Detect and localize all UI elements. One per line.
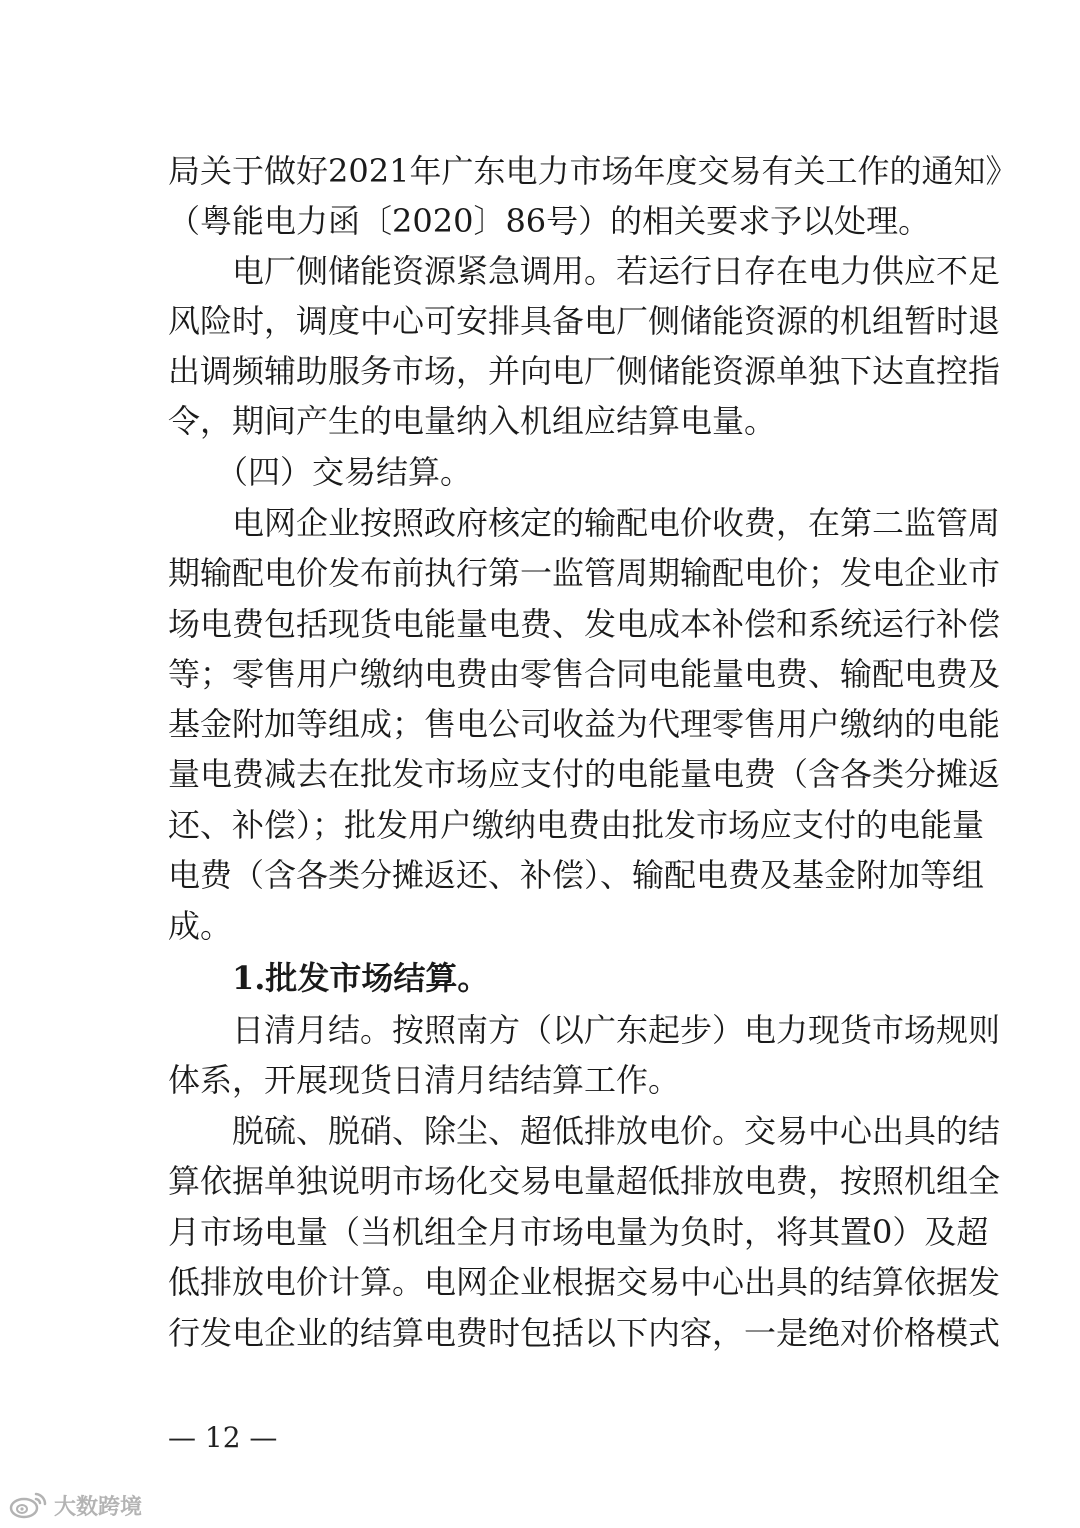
body-line: 场电费包括现货电能量电费、发电成本补偿和系统运行补偿 (168, 605, 1001, 643)
body-line: 局关于做好2021年广东电力市场年度交易有关工作的通知》 (168, 152, 1018, 190)
body-line: （粤能电力函〔2020〕86号）的相关要求予以处理。 (168, 202, 931, 240)
body-line: 期输配电价发布前执行第一监管周期输配电价；发电企业市 (168, 554, 1001, 592)
section-heading: （四）交易结算。 (168, 453, 473, 491)
body-line: 月市场电量（当机组全月市场电量为负时，将其置0）及超 (168, 1213, 989, 1251)
body-line: 等；零售用户缴纳电费由零售合同电能量电费、输配电费及 (168, 655, 1001, 693)
body-line: 成。 (168, 907, 233, 945)
watermark-text: 大数跨境 (54, 1494, 143, 1520)
body-line: 电网企业按照政府核定的输配电价收费，在第二监管周 (168, 504, 1001, 542)
page-number: — 12 — (168, 1421, 278, 1454)
body-line: 行发电企业的结算电费时包括以下内容，一是绝对价格模式 (168, 1314, 1001, 1352)
weibo-logo-icon (8, 1490, 48, 1520)
body-line: 令，期间产生的电量纳入机组应结算电量。 (168, 402, 777, 440)
body-line: 还、补偿）；批发用户缴纳电费由批发市场应支付的电能量 (168, 806, 985, 844)
body-line: 低排放电价计算。电网企业根据交易中心出具的结算依据发 (168, 1263, 1001, 1301)
body-line: 电厂侧储能资源紧急调用。若运行日存在电力供应不足 (168, 252, 1001, 290)
body-line: 脱硫、脱硝、除尘、超低排放电价。交易中心出具的结 (168, 1112, 1001, 1150)
body-line: 量电费减去在批发市场应支付的电能量电费（含各类分摊返 (168, 755, 1001, 793)
body-line: 体系，开展现货日清月结结算工作。 (168, 1061, 681, 1099)
body-line: 基金附加等组成；售电公司收益为代理零售用户缴纳的电能 (168, 705, 1001, 743)
watermark (8, 1488, 142, 1522)
body-line: 电费（含各类分摊返还、补偿）、输配电费及基金附加等组 (168, 856, 985, 894)
body-line: 出调频辅助服务市场，并向电厂侧储能资源单独下达直控指 (168, 352, 1001, 390)
body-line: 算依据单独说明市场化交易电量超低排放电费，按照机组全 (168, 1162, 1001, 1200)
subsection-heading: 1.批发市场结算。 (168, 959, 490, 997)
body-line: 日清月结。按照南方（以广东起步）电力现货市场规则 (168, 1011, 1001, 1049)
body-line: 风险时，调度中心可安排具备电厂侧储能资源的机组暂时退 (168, 302, 1001, 340)
